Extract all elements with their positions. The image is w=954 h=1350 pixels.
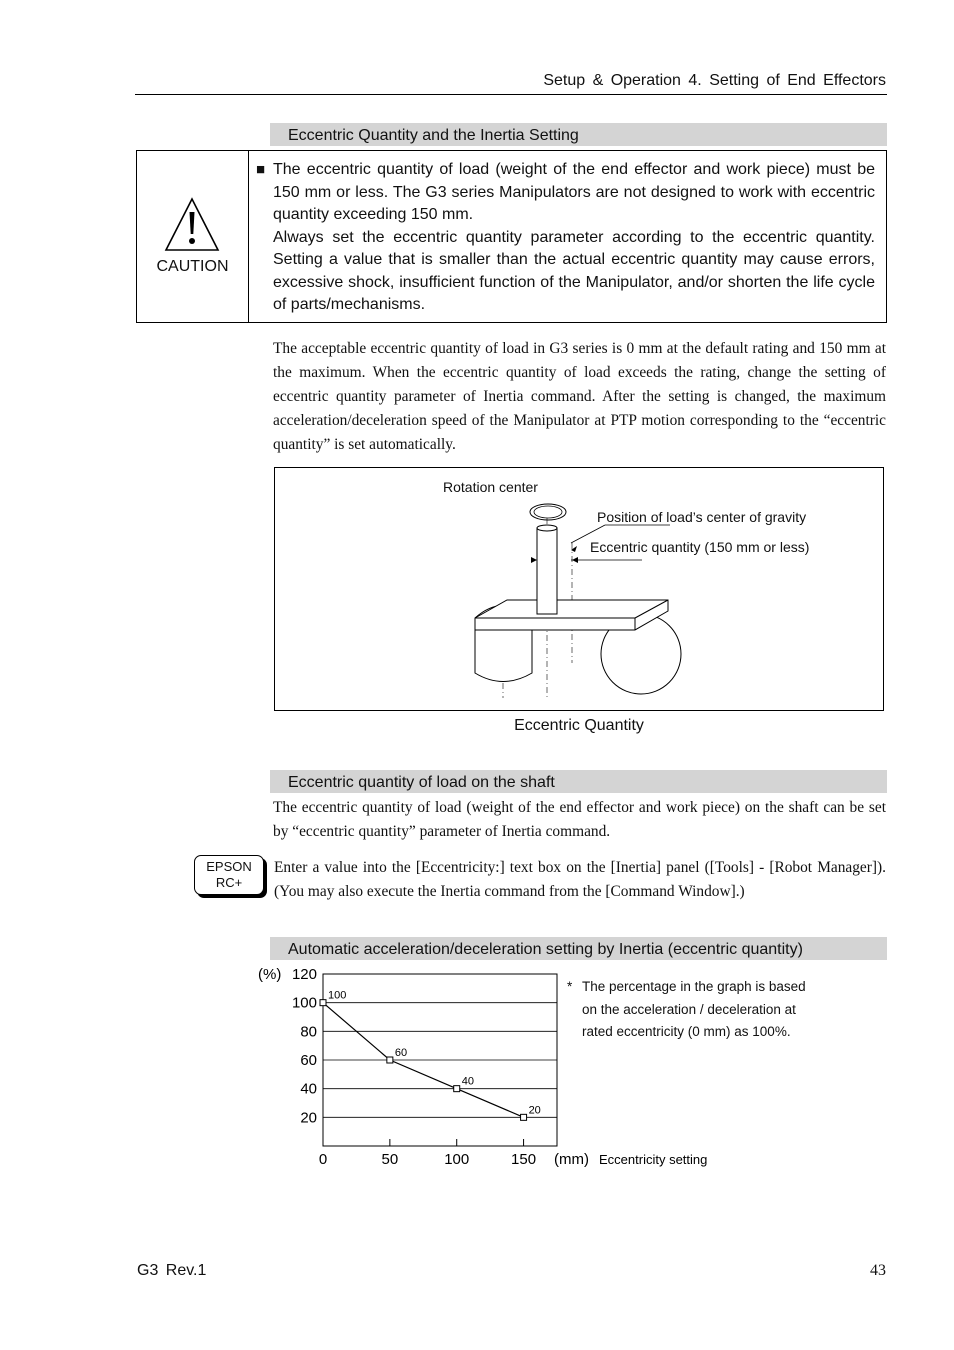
footer-revision: G3 Rev.1 [137,1262,207,1279]
label-rotation-center: Rotation center [443,479,538,495]
chart-y-unit: (%) [258,966,282,983]
paragraph-shaft: The eccentric quantity of load (weight of the end effector and work piece) on the shaft can be set by “eccentric quantity” parameter of Inertia command. [273,799,886,840]
chart-point [387,1057,393,1063]
epson-line2: RC+ [215,875,243,890]
chart-y-tick-label: 80 [300,1023,317,1041]
chart-point [454,1086,460,1092]
eccentric-diagram [275,468,882,709]
epson-rc-badge [194,855,264,895]
chart-y-tick-label: 100 [291,994,317,1012]
chart-x-tick-label: 100 [444,1151,470,1168]
caution-text-line1: The eccentric quantity of load (weight of the end effector and work piece) must be 150 mm or less. The G3 series Manipulators are not designed to work with eccentric quantity exceeding 150 mm. [273,161,875,223]
epson-line1: EPSON [206,859,252,874]
chart-data-label: 40 [461,1075,474,1088]
chart-point [320,1000,326,1006]
chart-data-label: 60 [394,1047,408,1059]
section-title-shaft: Eccentric quantity of load on the shaft [270,770,887,793]
chart-y-tick-label: 40 [300,1080,317,1098]
chart-point [521,1114,527,1120]
caution-label: CAUTION [156,258,229,275]
label-center-of-gravity: Position of load’s center of gravity [597,509,807,525]
caution-text-line2: Always set the eccentric quantity parameter according to the eccentric quantity. Setting a value that is smaller than the actual eccentric quantity may cause errors, excessive shock, insufficient function of the Manipulator, and/or shorten the life cycle of parts/mechanisms. [273,228,875,313]
section-title-auto-accel: Automatic acceleration/deceleration setting by Inertia (eccentric quantity) [270,937,887,960]
chart-x-tick-label: 50 [381,1151,399,1168]
chart-x-tick-label: 0 [318,1151,328,1168]
chart-x-tick-label: 150 [511,1151,537,1168]
running-header: Setup & Operation 4. Setting of End Effectors [543,72,886,89]
paragraph-epson: Enter a value into the [Eccentricity:] text box on the [Inertia] panel ([Tools] - [Robot Manager]). (You may also execute the Inertia command from the [Command Window].) [274,859,886,900]
caution-bullet: ■ [256,161,266,178]
chart-data-label: 20 [528,1104,541,1117]
section-title-inertia-setting: Eccentric Quantity and the Inertia Setting [270,123,887,146]
paragraph-eccentric-rating: The acceptable eccentric quantity of load in G3 series is 0 mm at the default rating and 150 mm at the maximum. When the eccentric quantity of load exceeds the rating, change the setting of eccentric quantity parameter of Inertia command. After the setting is changed, the maximum acceleration/deceleration speed of the Manipulator at PTP motion corresponding to the “eccentric quantity” is set automatically. [273,340,886,453]
figure-caption: Eccentric Quantity [514,717,644,734]
chart-x-axis-label: Eccentricity setting [599,1152,708,1167]
chart-y-tick-label: 120 [291,966,317,983]
chart-y-tick-label: 60 [300,1052,317,1069]
chart-x-unit: (mm) [554,1151,589,1168]
caution-box [136,150,887,323]
label-eccentric-quantity: Eccentric quantity (150 mm or less) [590,539,810,555]
figure-eccentric-quantity [274,467,884,711]
chart-note-text: The percentage in the graph is based on the acceleration / deceleration at rated eccentricity (0 mm) as 100%. [582,979,806,1039]
warning-triangle-icon [137,151,248,261]
page-number: 43 [870,1262,886,1279]
chart-data-label: 100 [328,989,347,1002]
chart-y-tick-label: 20 [300,1109,317,1127]
chart-note-star: * [567,979,573,994]
caution-text [273,159,875,317]
header-rule [135,94,887,95]
caution-icon-cell [137,151,249,322]
